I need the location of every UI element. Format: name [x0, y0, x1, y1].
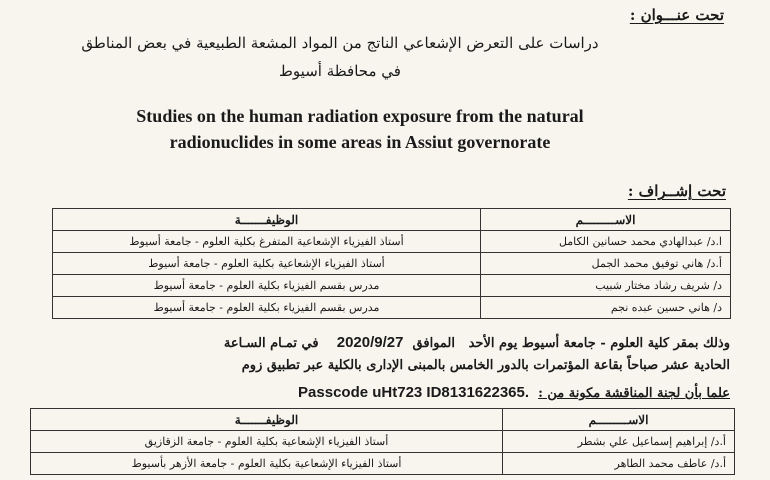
- supervisor-name: د/ هاني حسين عبده نجم: [481, 297, 731, 319]
- job-column-header: الوظيفـــــــة: [53, 209, 481, 231]
- table-row: [53, 297, 731, 319]
- supervisor-name: ا.د/ عبدالهادي محمد حسانين الكامل: [481, 231, 731, 253]
- supervision-heading: تحت إشــراف :: [627, 182, 726, 200]
- name-column-header: الاســـــــــم: [481, 209, 731, 231]
- table-row: [53, 231, 731, 253]
- committee-table: [30, 408, 735, 475]
- title-heading: تحت عنـــوان :: [629, 6, 724, 24]
- announcement-line-2: الحادية عشر صباحاً بقاعة المؤتمرات بالدور الخامس بالمبنى الإدارى بالكلية عبر تطبيق زوم: [241, 358, 730, 373]
- table-row: [53, 253, 731, 275]
- supervisor-job: مدرس بقسم الفيزياء بكلية العلوم - جامعة أسيوط: [53, 275, 481, 297]
- table-row: [31, 431, 735, 453]
- table-header-row: [31, 409, 735, 431]
- committee-member-name: أ.د/ إبراهيم إسماعيل علي بشطر: [503, 431, 735, 453]
- zoom-passcode: Passcode uHt723 ID8131622365.: [298, 384, 530, 401]
- supervisor-job: أستاذ الفيزياء الإشعاعية المتفرغ بكلية العلوم - جامعة أسيوط: [53, 231, 481, 253]
- committee-member-job: أستاذ الفيزياء الإشعاعية بكلية العلوم - جامعة الأزهر بأسيوط: [31, 453, 503, 475]
- supervisors-table: [52, 208, 731, 319]
- arabic-title-line-2: في محافظة أسيوط: [279, 62, 401, 80]
- announcement-location: وذلك بمقر كلية العلوم - جامعة أسيوط يوم الأحد: [468, 336, 730, 351]
- announcement-date: 2020/9/27: [336, 334, 404, 351]
- table-header-row: [53, 209, 731, 231]
- english-title-line-2: radionuclides in some areas in Assiut governorate: [169, 132, 551, 152]
- announcement-time-label: في تمـام السـاعة: [223, 336, 319, 351]
- committee-member-job: أستاذ الفيزياء الإشعاعية بكلية العلوم - جامعة الزقازيق: [31, 431, 503, 453]
- table-row: [31, 453, 735, 475]
- announcement-on-label: الموافق: [412, 336, 456, 351]
- announcement-line-1: [224, 334, 730, 351]
- job-column-header: الوظيفـــــــة: [31, 409, 503, 431]
- supervisor-job: مدرس بقسم الفيزياء بكلية العلوم - جامعة أسيوط: [53, 297, 481, 319]
- supervisor-name: أ.د/ هاني توفيق محمد الجمل: [481, 253, 731, 275]
- arabic-title-line-1: دراسات على التعرض الإشعاعي الناتج من المواد المشعة الطبيعية في بعض المناطق: [81, 34, 599, 52]
- supervisor-name: د/ شريف رشاد مختار شبيب: [481, 275, 731, 297]
- committee-member-name: أ.د/ عاطف محمد الطاهر: [503, 453, 735, 475]
- table-row: [53, 275, 731, 297]
- name-column-header: الاســـــــــم: [503, 409, 735, 431]
- committee-heading: علما بأن لجنة المناقشة مكونة من :: [538, 386, 730, 401]
- supervisor-job: أستاذ الفيزياء الإشعاعية بكلية العلوم - جامعة أسيوط: [53, 253, 481, 275]
- committee-line: [298, 384, 730, 401]
- english-title-line-1: Studies on the human radiation exposure from the natural: [136, 106, 584, 126]
